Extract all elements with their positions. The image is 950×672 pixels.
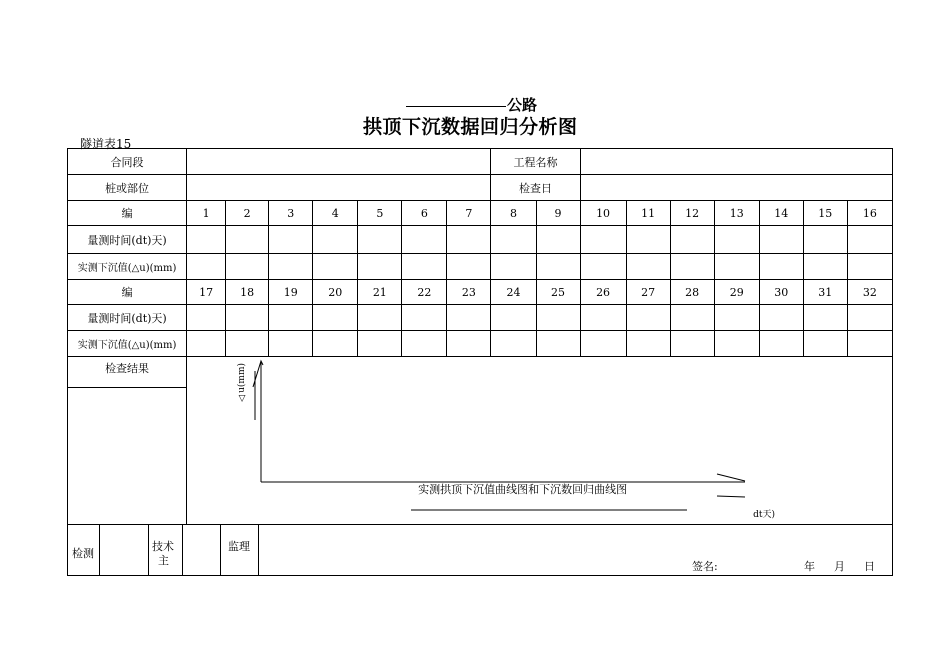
page-title: 拱顶下沉数据回归分析图 xyxy=(363,116,578,138)
plot-area xyxy=(187,357,893,525)
time-cell[interactable] xyxy=(626,305,670,331)
inspect-label: 检测 xyxy=(72,547,94,560)
number-cell: 26 xyxy=(580,280,626,305)
settle-cell[interactable] xyxy=(187,331,226,357)
number-label: 编 xyxy=(68,201,187,226)
number-cell: 6 xyxy=(402,201,447,226)
settle-cell[interactable] xyxy=(402,331,447,357)
number-cell: 16 xyxy=(847,201,892,226)
contract-label: 合同段 xyxy=(68,149,187,175)
time-cell[interactable] xyxy=(714,226,759,254)
project-label: 工程名称 xyxy=(491,149,580,175)
number-row-2 xyxy=(68,280,893,305)
time-cell[interactable] xyxy=(714,305,759,331)
contract-value[interactable] xyxy=(187,149,491,175)
time-cell[interactable] xyxy=(580,226,626,254)
settle-cell[interactable] xyxy=(714,331,759,357)
location-label: 桩或部位 xyxy=(68,175,187,201)
y-axis-label: △u(mm) xyxy=(237,363,248,403)
time-cell[interactable] xyxy=(187,226,226,254)
number-cell: 27 xyxy=(626,280,670,305)
settle-cell[interactable] xyxy=(358,331,402,357)
number-cell: 21 xyxy=(358,280,402,305)
x-axis-arrow-top xyxy=(717,474,745,481)
number-cell: 29 xyxy=(714,280,759,305)
number-cell: 2 xyxy=(226,201,269,226)
number-cell: 4 xyxy=(313,201,358,226)
settle-cell[interactable] xyxy=(803,331,847,357)
time-cell[interactable] xyxy=(491,305,536,331)
form-number: 隧道表15 xyxy=(80,137,132,151)
info-row-2 xyxy=(68,175,893,201)
number-cell: 20 xyxy=(313,280,358,305)
year-label: 年 xyxy=(804,560,815,573)
number-cell: 28 xyxy=(670,280,714,305)
location-value[interactable] xyxy=(187,175,491,201)
number-cell: 9 xyxy=(536,201,580,226)
number-cell: 5 xyxy=(358,201,402,226)
number-cell: 25 xyxy=(536,280,580,305)
number-cell: 10 xyxy=(580,201,626,226)
number-cell: 8 xyxy=(491,201,536,226)
time-cell[interactable] xyxy=(759,305,803,331)
time-cell[interactable] xyxy=(536,305,580,331)
info-row-1 xyxy=(68,149,893,175)
settle-cell[interactable] xyxy=(536,331,580,357)
settle-label: 实测下沉值(△u)(mm) xyxy=(68,254,187,280)
date-label: 检查日 xyxy=(491,175,580,201)
result-value[interactable] xyxy=(68,388,187,525)
result-row xyxy=(68,357,893,388)
settle-label: 实测下沉值(△u)(mm) xyxy=(68,331,187,357)
settle-cell[interactable] xyxy=(313,331,358,357)
time-cell[interactable] xyxy=(670,305,714,331)
time-cell[interactable] xyxy=(759,226,803,254)
number-cell: 32 xyxy=(847,280,892,305)
settle-cell[interactable] xyxy=(358,254,402,280)
settle-cell[interactable] xyxy=(580,254,626,280)
time-row-1 xyxy=(68,226,893,254)
number-cell: 14 xyxy=(759,201,803,226)
title-blank-line xyxy=(406,106,506,107)
plot-svg xyxy=(187,357,892,524)
time-cell[interactable] xyxy=(358,226,402,254)
result-label: 检查结果 xyxy=(68,357,187,388)
number-cell: 13 xyxy=(714,201,759,226)
number-cell: 7 xyxy=(447,201,491,226)
settle-cell[interactable] xyxy=(670,331,714,357)
project-value[interactable] xyxy=(580,149,892,175)
time-cell[interactable] xyxy=(313,305,358,331)
tech-label-2: 主 xyxy=(158,554,169,567)
number-cell: 11 xyxy=(626,201,670,226)
time-row-2 xyxy=(68,305,893,331)
month-label: 月 xyxy=(834,560,845,573)
settle-cell[interactable] xyxy=(759,331,803,357)
date-value[interactable] xyxy=(580,175,892,201)
settle-cell[interactable] xyxy=(626,331,670,357)
time-cell[interactable] xyxy=(447,305,491,331)
number-cell: 24 xyxy=(491,280,536,305)
settle-cell[interactable] xyxy=(759,254,803,280)
settle-cell[interactable] xyxy=(187,254,226,280)
settle-cell[interactable] xyxy=(536,254,580,280)
time-cell[interactable] xyxy=(536,226,580,254)
number-cell: 31 xyxy=(803,280,847,305)
sign-label: 签名: xyxy=(692,560,718,573)
time-cell[interactable] xyxy=(358,305,402,331)
number-cell: 3 xyxy=(269,201,313,226)
x-axis-label: dt天) xyxy=(753,510,776,520)
time-cell[interactable] xyxy=(447,226,491,254)
settle-cell[interactable] xyxy=(313,254,358,280)
number-label: 编 xyxy=(68,280,187,305)
time-cell[interactable] xyxy=(803,305,847,331)
x-axis-arrow-bottom xyxy=(717,496,745,497)
time-cell[interactable] xyxy=(402,305,447,331)
time-cell[interactable] xyxy=(670,226,714,254)
settle-cell[interactable] xyxy=(226,331,269,357)
settle-cell[interactable] xyxy=(670,254,714,280)
time-cell[interactable] xyxy=(269,226,313,254)
time-cell[interactable] xyxy=(847,305,892,331)
number-cell: 22 xyxy=(402,280,447,305)
settle-cell[interactable] xyxy=(447,331,491,357)
day-label: 日 xyxy=(864,560,875,573)
number-cell: 15 xyxy=(803,201,847,226)
signature-cell xyxy=(68,525,893,576)
time-cell[interactable] xyxy=(847,226,892,254)
time-label: 量测时间(dt)天) xyxy=(68,226,187,254)
signature-dividers xyxy=(68,525,893,576)
settle-cell[interactable] xyxy=(714,254,759,280)
title-suffix: 公路 xyxy=(507,96,538,114)
number-cell: 1 xyxy=(187,201,226,226)
tech-label-1: 技术 xyxy=(152,540,174,553)
time-cell[interactable] xyxy=(226,226,269,254)
plot-caption: 实测拱顶下沉值曲线图和下沉数回归曲线图 xyxy=(418,483,628,496)
settle-cell[interactable] xyxy=(269,254,313,280)
time-cell[interactable] xyxy=(491,226,536,254)
time-label: 量测时间(dt)天) xyxy=(68,305,187,331)
number-cell: 18 xyxy=(226,280,269,305)
supervise-label: 监理 xyxy=(228,540,250,553)
settle-row-2 xyxy=(68,331,893,357)
time-cell[interactable] xyxy=(803,226,847,254)
settle-cell[interactable] xyxy=(626,254,670,280)
settle-cell[interactable] xyxy=(491,254,536,280)
time-cell[interactable] xyxy=(187,305,226,331)
signature-row xyxy=(68,525,893,576)
settle-row-1 xyxy=(68,254,893,280)
time-cell[interactable] xyxy=(626,226,670,254)
settle-cell[interactable] xyxy=(226,254,269,280)
settle-cell[interactable] xyxy=(402,254,447,280)
number-cell: 19 xyxy=(269,280,313,305)
record-table xyxy=(67,148,893,576)
number-cell: 23 xyxy=(447,280,491,305)
time-cell[interactable] xyxy=(313,226,358,254)
time-cell[interactable] xyxy=(269,305,313,331)
settle-cell[interactable] xyxy=(491,331,536,357)
time-cell[interactable] xyxy=(226,305,269,331)
settle-cell[interactable] xyxy=(847,331,892,357)
settle-cell[interactable] xyxy=(847,254,892,280)
settle-cell[interactable] xyxy=(269,331,313,357)
number-cell: 30 xyxy=(759,280,803,305)
time-cell[interactable] xyxy=(402,226,447,254)
time-cell[interactable] xyxy=(580,305,626,331)
settle-cell[interactable] xyxy=(447,254,491,280)
number-row-1 xyxy=(68,201,893,226)
settle-cell[interactable] xyxy=(803,254,847,280)
settle-cell[interactable] xyxy=(580,331,626,357)
number-cell: 12 xyxy=(670,201,714,226)
number-cell: 17 xyxy=(187,280,226,305)
